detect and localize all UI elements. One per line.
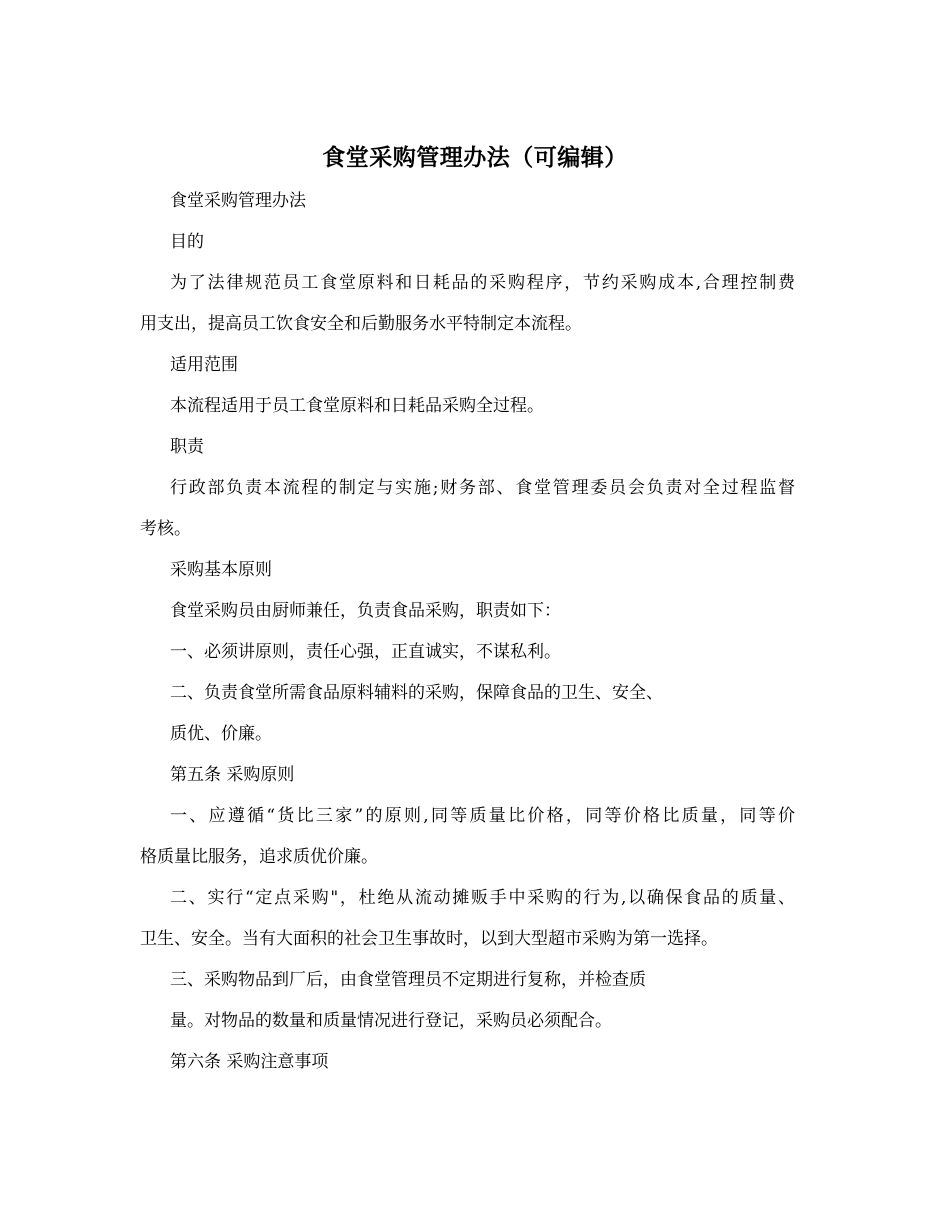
paragraph-line: 本流程适用于员工食堂原料和日耗品采购全过程。 [170,396,544,416]
heading-article-5: 第五条 采购原则 [170,765,295,785]
paragraph-line: 为了法律规范员工食堂原料和日耗品的采购程序，节约采购成本,合理控制费 [170,273,795,293]
paragraph-line: 三、采购物品到厂后，由食堂管理员不定期进行复称，并检查质 [170,970,646,990]
heading-article-6: 第六条 采购注意事项 [170,1052,329,1072]
heading-duties: 职责 [170,437,204,457]
paragraph-line: 一、应遵循“货比三家”的原则,同等质量比价格，同等价格比质量，同等价 [170,806,795,826]
paragraph-line: 量。对物品的数量和质量情况进行登记，采购员必须配合。 [170,1011,612,1031]
paragraph-line: 二、实行“定点采购"，杜绝从流动摊贩手中采购的行为,以确保食品的质量、 [170,888,795,908]
paragraph-line: 考核。 [140,519,191,539]
paragraph-line: 格质量比服务，追求质优价廉。 [140,847,378,867]
heading-scope: 适用范围 [170,355,238,375]
document-title: 食堂采购管理办法（可编辑） [322,144,628,171]
paragraph-line: 一、必须讲原则，责任心强，正直诚实，不谋私利。 [170,642,561,662]
paragraph-line: 用支出，提高员工饮食安全和后勤服务水平特制定本流程。 [140,314,582,334]
heading-principles: 采购基本原则 [170,560,272,580]
paragraph-line: 二、负责食堂所需食品原料辅料的采购，保障食品的卫生、安全、 [170,683,663,703]
subtitle-line: 食堂采购管理办法 [170,191,306,211]
paragraph-line: 质优、价廉。 [170,724,272,744]
heading-purpose: 目的 [170,232,204,252]
paragraph-line: 食堂采购员由厨师兼任，负责食品采购，职责如下： [170,601,561,621]
paragraph-line: 行政部负责本流程的制定与实施;财务部、食堂管理委员会负责对全过程监督 [170,478,795,498]
paragraph-line: 卫生、安全。当有大面积的社会卫生事故时，以到大型超市采购为第一选择。 [140,929,718,949]
